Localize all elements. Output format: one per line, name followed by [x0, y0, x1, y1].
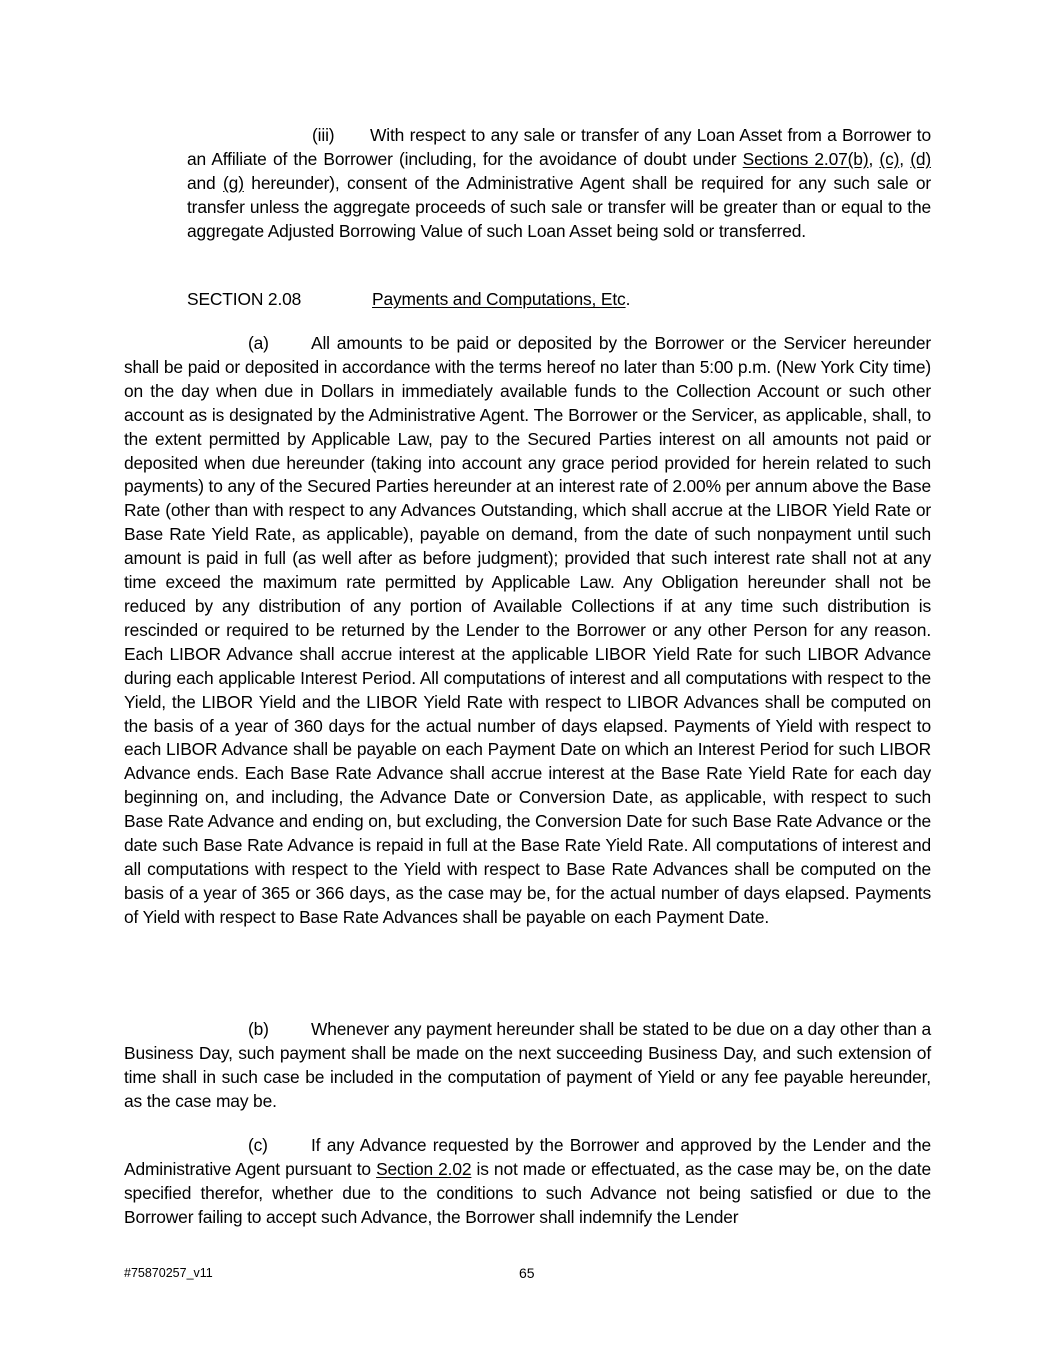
footer-page-number: 65 — [519, 1265, 535, 1281]
section-2-02-link[interactable]: Section 2.02 — [376, 1158, 472, 1179]
paragraph-b-text: Whenever any payment hereunder shall be stated to be due on a day other than a Business Day, such payment shall be made on the next succeeding Business Day, and such extension of time shall in such case be included in the computation of payment of Yield or any fee payable hereunder, as the case may be. — [124, 1019, 931, 1111]
paragraph-a-text: All amounts to be paid or deposited by the Borrower or the Servicer hereunder shall be paid or deposited in accordance with the terms hereof no later than 5:00 p.m. (New York City time) on the day when due in Dollars in immediately available funds to the Collection Account or such other account as is designated by the Administrative Agent. The Borrower or the Servicer, as applicable, shall, to the extent permitted by Applicable Law, pay to the Secured Parties interest on all amounts not paid or deposited when due hereunder (taking into account any grace period provided for herein related to such payments) to any of the Secured Parties hereunder at an interest rate of 2.00% per annum above the Base Rate (other than with respect to any Advances Outstanding, which shall accrue at the LIBOR Yield Rate or Base Rate Yield Rate, as applicable), payable on demand, from the date of such nonpayment until such amount is paid in full (as well after as before judgment); provided that such interest rate shall not at any time exceed the maximum rate permitted by Applicable Law. Any Obligation hereunder shall not be reduced by any distribution of any portion of Available Collections if at any time such distribution is rescinded or required to be returned by the Lender to the Borrower or any other Person for any reason. Each LIBOR Advance shall accrue interest at the applicable LIBOR Yield Rate for such LIBOR Advance during each applicable Interest Period. All computations of interest and all computations with respect to the Yield, the LIBOR Yield and the LIBOR Yield Rate with respect to LIBOR Advances shall be computed on the basis of a year of 360 days for the actual number of days elapsed. Payments of Yield with respect to each LIBOR Advance shall be payable on each Payment Date on which an Interest Period for such LIBOR Advance ends. Each Base Rate Advance shall accrue interest at the Base Rate Yield Rate for each day beginning on, and including, the Advance Date or Conversion Date, as applicable, with respect to such Base Rate Advance and ending on, but excluding, the Conversion Date for such Base Rate Advance or the date such Base Rate Advance is repaid in full at the Base Rate Yield Rate. All computations of interest and all computations with respect to the Yield with respect to Base Rate Advances shall be computed on the basis of a year of 365 or 366 days, as the case may be, for the actual number of days elapsed. Payments of Yield with respect to Base Rate Advances shall be payable on each Payment Date. — [124, 333, 931, 927]
paragraph-c-text-1: If any Advance requested by the Borrower and approved by the Lender and the Administrative Agent pursuant to — [124, 1135, 931, 1179]
paragraph-b — [124, 1018, 931, 1114]
paragraph-c — [124, 1134, 931, 1230]
clause-iii-marker: (iii) — [312, 125, 335, 145]
clause-iii-sep-1: , — [868, 148, 880, 169]
section-ref-g-link[interactable]: (g) — [223, 172, 244, 193]
paragraph-c-text-2: is not made or effectuated, as the case may be, on the date specified therefor, whether due to the conditions to such Advance not being satisfied or due to the Borrower failing to accept such Advance, the Borrower shall indemnify the Lender — [124, 1158, 931, 1227]
section-title-period: . — [625, 289, 631, 309]
paragraph-a — [124, 332, 931, 930]
clause-iii-text-1: With respect to any sale or transfer of any Loan Asset from a Borrower to an Affiliate of the Borrower (including, for the avoidance of doubt under — [187, 125, 931, 169]
clause-iii-sep-2: , — [899, 148, 911, 169]
section-ref-d-link[interactable]: (d) — [910, 148, 932, 169]
section-ref-c-link[interactable]: (c) — [879, 148, 900, 169]
section-heading — [187, 288, 931, 312]
section-title: Payments and Computations, Etc — [372, 289, 626, 309]
paragraph-a-marker: (a) — [248, 333, 269, 353]
paragraph-c-marker: (c) — [248, 1135, 268, 1155]
sections-2-07b-link[interactable]: Sections 2.07(b) — [742, 148, 869, 169]
footer-document-id: #75870257_v11 — [124, 1266, 213, 1280]
clause-iii — [187, 124, 931, 244]
clause-iii-text-2: hereunder), consent of the Administrative Agent shall be required for any such sale or transfer unless the aggregate proceeds of such sale or transfer will be greater than or equal to the aggregate Adjusted Borrowing Value of such Loan Asset being sold or transferred. — [187, 172, 931, 241]
clause-iii-sep-3: and — [187, 172, 224, 193]
paragraph-b-marker: (b) — [248, 1019, 269, 1039]
section-number: SECTION 2.08 — [187, 289, 302, 309]
